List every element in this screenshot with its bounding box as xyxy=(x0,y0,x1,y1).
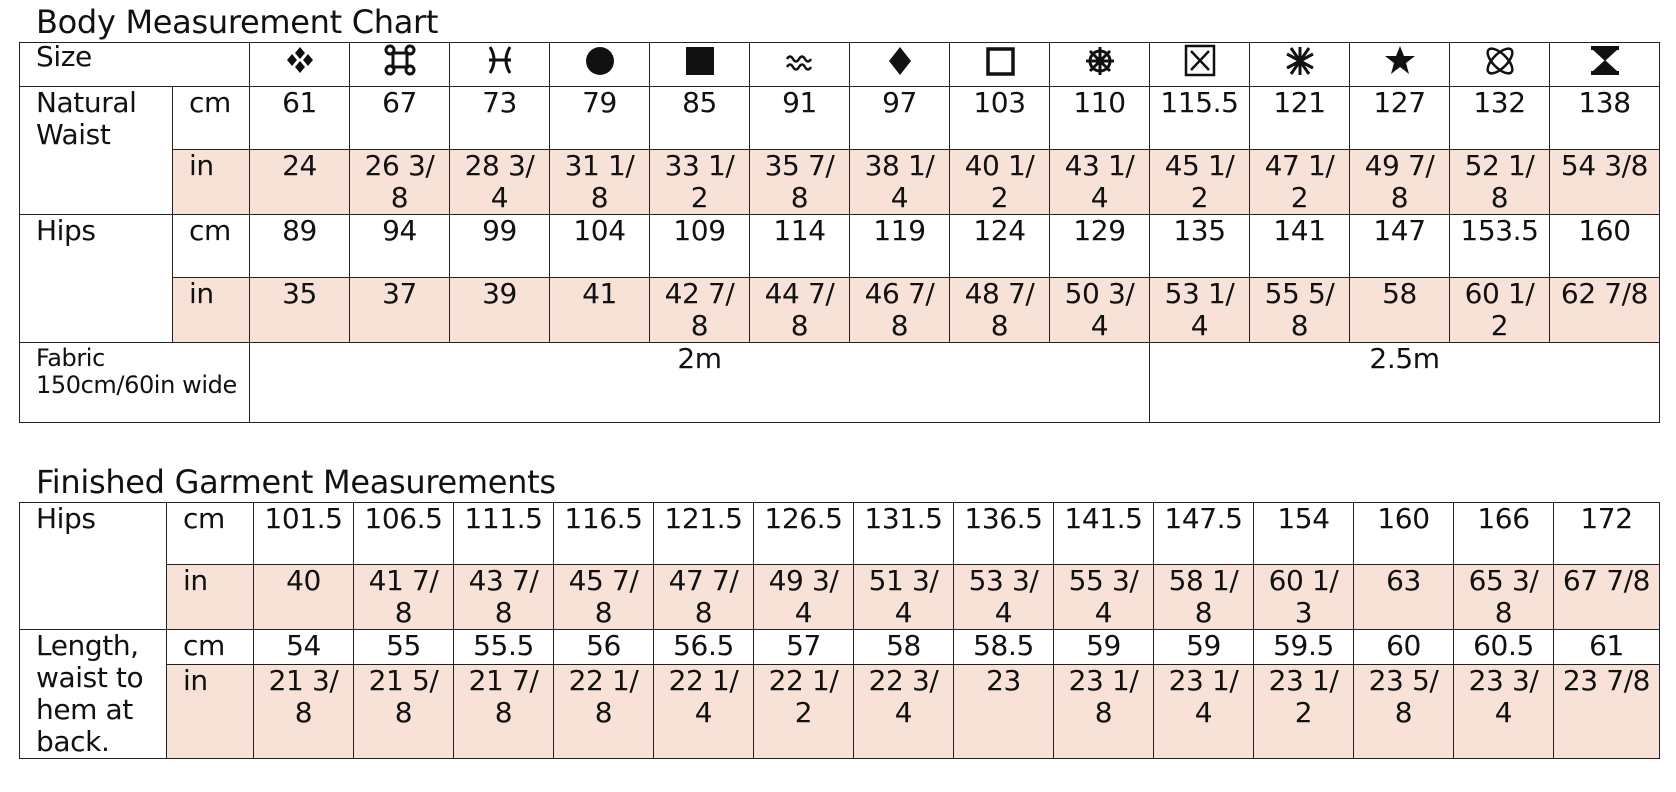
garment-hips-label: Hips xyxy=(20,503,167,630)
hips-label: Hips xyxy=(20,215,173,343)
garment-hips-cm-value: 136.5 xyxy=(954,503,1054,565)
filled-diamond-icon xyxy=(881,43,919,77)
garment-length-cm-value: 55.5 xyxy=(454,630,554,665)
natural-waist-cm-value: 97 xyxy=(850,87,950,150)
hips-cm-value: 124 xyxy=(950,215,1050,278)
body-measurement-table xyxy=(19,42,1660,423)
wheel-icon xyxy=(1081,43,1119,77)
garment-hips-cm-value: 160 xyxy=(1354,503,1454,565)
garment-hips-cm-value: 154 xyxy=(1254,503,1354,565)
filled-circle-icon xyxy=(581,43,619,77)
garment-length-in-value: 21 3/8 xyxy=(254,664,354,758)
size-symbol-cell xyxy=(550,43,650,87)
garment-length-cm-value: 60.5 xyxy=(1454,630,1554,665)
garment-length-label: Length, waist to hem at back. xyxy=(20,630,167,759)
hips-cm-value: 129 xyxy=(1050,215,1150,278)
table-row xyxy=(20,630,1660,665)
fabric-value: 2m xyxy=(250,343,1150,423)
garment-hips-cm-value: 116.5 xyxy=(554,503,654,565)
unit-cm: cm xyxy=(167,503,254,565)
garment-length-cm-value: 60 xyxy=(1354,630,1454,665)
garment-hips-cm-value: 106.5 xyxy=(354,503,454,565)
hips-cm-value: 141 xyxy=(1250,215,1350,278)
natural-waist-cm-value: 73 xyxy=(450,87,550,150)
hips-in-value: 48 7/8 xyxy=(950,278,1050,343)
size-symbol-cell xyxy=(950,43,1050,87)
garment-hips-cm-value: 121.5 xyxy=(654,503,754,565)
natural-waist-in-value: 31 1/8 xyxy=(550,150,650,215)
natural-waist-in-value: 35 7/8 xyxy=(750,150,850,215)
hips-in-value: 41 xyxy=(550,278,650,343)
hips-cm-value: 89 xyxy=(250,215,350,278)
natural-waist-in-value: 24 xyxy=(250,150,350,215)
natural-waist-cm-value: 79 xyxy=(550,87,650,150)
unit-in: in xyxy=(173,278,250,343)
table-row xyxy=(20,215,1660,278)
unit-in: in xyxy=(173,150,250,215)
size-symbol-cell xyxy=(350,43,450,87)
size-label: Size xyxy=(20,43,250,87)
size-symbol-cell xyxy=(1050,43,1150,87)
hips-in-value: 53 1/4 xyxy=(1150,278,1250,343)
garment-length-cm-value: 56.5 xyxy=(654,630,754,665)
hips-in-value: 44 7/8 xyxy=(750,278,850,343)
hourglass-icon xyxy=(1586,43,1624,77)
garment-length-cm-value: 58.5 xyxy=(954,630,1054,665)
unit-in: in xyxy=(167,664,254,758)
hips-in-value: 39 xyxy=(450,278,550,343)
hips-cm-value: 153.5 xyxy=(1450,215,1550,278)
diamond-cluster-icon xyxy=(281,43,319,77)
garment-hips-cm-value: 147.5 xyxy=(1154,503,1254,565)
natural-waist-in-value: 33 1/2 xyxy=(650,150,750,215)
crossed-box-icon xyxy=(1181,43,1219,77)
garment-hips-in-value: 58 1/8 xyxy=(1154,565,1254,630)
garment-length-in-value: 22 3/4 xyxy=(854,664,954,758)
looped-square-icon xyxy=(381,43,419,77)
unit-in: in xyxy=(167,565,254,630)
garment-length-cm-value: 59 xyxy=(1054,630,1154,665)
hips-in-value: 60 1/2 xyxy=(1450,278,1550,343)
garment-hips-in-value: 49 3/4 xyxy=(754,565,854,630)
garment-hips-cm-value: 101.5 xyxy=(254,503,354,565)
natural-waist-cm-value: 85 xyxy=(650,87,750,150)
garment-chart-title: Finished Garment Measurements xyxy=(36,463,556,501)
body-chart-title: Body Measurement Chart xyxy=(36,3,439,41)
hips-in-value: 62 7/8 xyxy=(1550,278,1660,343)
size-symbol-cell xyxy=(450,43,550,87)
natural-waist-cm-value: 61 xyxy=(250,87,350,150)
garment-hips-cm-value: 141.5 xyxy=(1054,503,1154,565)
hips-cm-value: 114 xyxy=(750,215,850,278)
garment-hips-in-value: 51 3/4 xyxy=(854,565,954,630)
natural-waist-in-value: 43 1/4 xyxy=(1050,150,1150,215)
hips-in-value: 46 7/8 xyxy=(850,278,950,343)
size-symbol-cell xyxy=(850,43,950,87)
hips-in-value: 37 xyxy=(350,278,450,343)
garment-hips-cm-value: 126.5 xyxy=(754,503,854,565)
garment-hips-cm-value: 111.5 xyxy=(454,503,554,565)
garment-length-in-value: 22 1/8 xyxy=(554,664,654,758)
table-row xyxy=(20,664,1660,758)
open-square-icon xyxy=(981,43,1019,77)
garment-length-cm-value: 61 xyxy=(1554,630,1660,665)
unit-cm: cm xyxy=(173,87,250,150)
size-symbol-cell xyxy=(1250,43,1350,87)
hips-cm-value: 135 xyxy=(1150,215,1250,278)
natural-waist-in-value: 26 3/8 xyxy=(350,150,450,215)
natural-waist-in-value: 52 1/8 xyxy=(1450,150,1550,215)
size-symbol-cell xyxy=(1150,43,1250,87)
garment-hips-in-value: 60 1/3 xyxy=(1254,565,1354,630)
filled-square-icon xyxy=(681,43,719,77)
natural-waist-in-value: 54 3/8 xyxy=(1550,150,1660,215)
size-symbol-cell xyxy=(250,43,350,87)
natural-waist-in-value: 38 1/4 xyxy=(850,150,950,215)
garment-length-in-value: 22 1/4 xyxy=(654,664,754,758)
natural-waist-cm-value: 127 xyxy=(1350,87,1450,150)
table-row xyxy=(20,503,1660,565)
natural-waist-cm-value: 67 xyxy=(350,87,450,150)
garment-length-cm-value: 59 xyxy=(1154,630,1254,665)
garment-length-cm-value: 58 xyxy=(854,630,954,665)
garment-length-cm-value: 57 xyxy=(754,630,854,665)
table-row xyxy=(20,43,1660,87)
garment-length-cm-value: 54 xyxy=(254,630,354,665)
natural-waist-cm-value: 115.5 xyxy=(1150,87,1250,150)
garment-length-in-value: 23 xyxy=(954,664,1054,758)
garment-hips-in-value: 43 7/8 xyxy=(454,565,554,630)
natural-waist-cm-value: 103 xyxy=(950,87,1050,150)
unit-cm: cm xyxy=(173,215,250,278)
garment-hips-in-value: 55 3/4 xyxy=(1054,565,1154,630)
table-row xyxy=(20,278,1660,343)
garment-length-in-value: 23 7/8 xyxy=(1554,664,1660,758)
garment-hips-in-value: 53 3/4 xyxy=(954,565,1054,630)
natural-waist-in-value: 28 3/4 xyxy=(450,150,550,215)
natural-waist-in-value: 40 1/2 xyxy=(950,150,1050,215)
garment-length-cm-value: 56 xyxy=(554,630,654,665)
garment-length-in-value: 23 1/2 xyxy=(1254,664,1354,758)
garment-hips-in-value: 45 7/8 xyxy=(554,565,654,630)
hips-cm-value: 99 xyxy=(450,215,550,278)
size-symbol-cell xyxy=(1550,43,1660,87)
fabric-label: Fabric 150cm/60in wide xyxy=(20,343,250,423)
garment-length-cm-value: 55 xyxy=(354,630,454,665)
garment-hips-in-value: 65 3/8 xyxy=(1454,565,1554,630)
hips-in-value: 42 7/8 xyxy=(650,278,750,343)
garment-hips-in-value: 67 7/8 xyxy=(1554,565,1660,630)
garment-hips-in-value: 47 7/8 xyxy=(654,565,754,630)
hips-in-value: 50 3/4 xyxy=(1050,278,1150,343)
table-row xyxy=(20,343,1660,423)
natural-waist-cm-value: 138 xyxy=(1550,87,1660,150)
garment-measurement-table xyxy=(19,502,1660,759)
table-row xyxy=(20,150,1660,215)
natural-waist-cm-value: 110 xyxy=(1050,87,1150,150)
garment-hips-in-value: 41 7/8 xyxy=(354,565,454,630)
garment-hips-cm-value: 172 xyxy=(1554,503,1660,565)
hips-cm-value: 119 xyxy=(850,215,950,278)
hips-in-value: 55 5/8 xyxy=(1250,278,1350,343)
garment-length-in-value: 23 1/8 xyxy=(1054,664,1154,758)
garment-length-in-value: 21 5/8 xyxy=(354,664,454,758)
garment-length-in-value: 22 1/2 xyxy=(754,664,854,758)
garment-length-in-value: 23 1/4 xyxy=(1154,664,1254,758)
garment-hips-in-value: 40 xyxy=(254,565,354,630)
garment-length-in-value: 23 3/4 xyxy=(1454,664,1554,758)
star-icon xyxy=(1381,43,1419,77)
size-symbol-cell xyxy=(650,43,750,87)
asterisk-icon xyxy=(1281,43,1319,77)
pisces-icon xyxy=(481,43,519,77)
natural-waist-label: Natural Waist xyxy=(20,87,173,215)
table-row xyxy=(20,565,1660,630)
size-symbol-cell xyxy=(750,43,850,87)
hips-in-value: 58 xyxy=(1350,278,1450,343)
hips-cm-value: 109 xyxy=(650,215,750,278)
natural-waist-in-value: 47 1/2 xyxy=(1250,150,1350,215)
hips-cm-value: 94 xyxy=(350,215,450,278)
hips-in-value: 35 xyxy=(250,278,350,343)
size-symbol-cell xyxy=(1450,43,1550,87)
wavy-lines-icon xyxy=(781,43,819,77)
garment-length-in-value: 21 7/8 xyxy=(454,664,554,758)
garment-hips-in-value: 63 xyxy=(1354,565,1454,630)
natural-waist-in-value: 49 7/8 xyxy=(1350,150,1450,215)
garment-length-cm-value: 59.5 xyxy=(1254,630,1354,665)
fabric-value: 2.5m xyxy=(1150,343,1660,423)
unit-cm: cm xyxy=(167,630,254,665)
size-symbol-cell xyxy=(1350,43,1450,87)
hips-cm-value: 147 xyxy=(1350,215,1450,278)
natural-waist-in-value: 45 1/2 xyxy=(1150,150,1250,215)
atom-loops-icon xyxy=(1481,43,1519,77)
garment-hips-cm-value: 166 xyxy=(1454,503,1554,565)
natural-waist-cm-value: 91 xyxy=(750,87,850,150)
garment-length-in-value: 23 5/8 xyxy=(1354,664,1454,758)
hips-cm-value: 160 xyxy=(1550,215,1660,278)
garment-hips-cm-value: 131.5 xyxy=(854,503,954,565)
hips-cm-value: 104 xyxy=(550,215,650,278)
natural-waist-cm-value: 121 xyxy=(1250,87,1350,150)
natural-waist-cm-value: 132 xyxy=(1450,87,1550,150)
table-row xyxy=(20,87,1660,150)
